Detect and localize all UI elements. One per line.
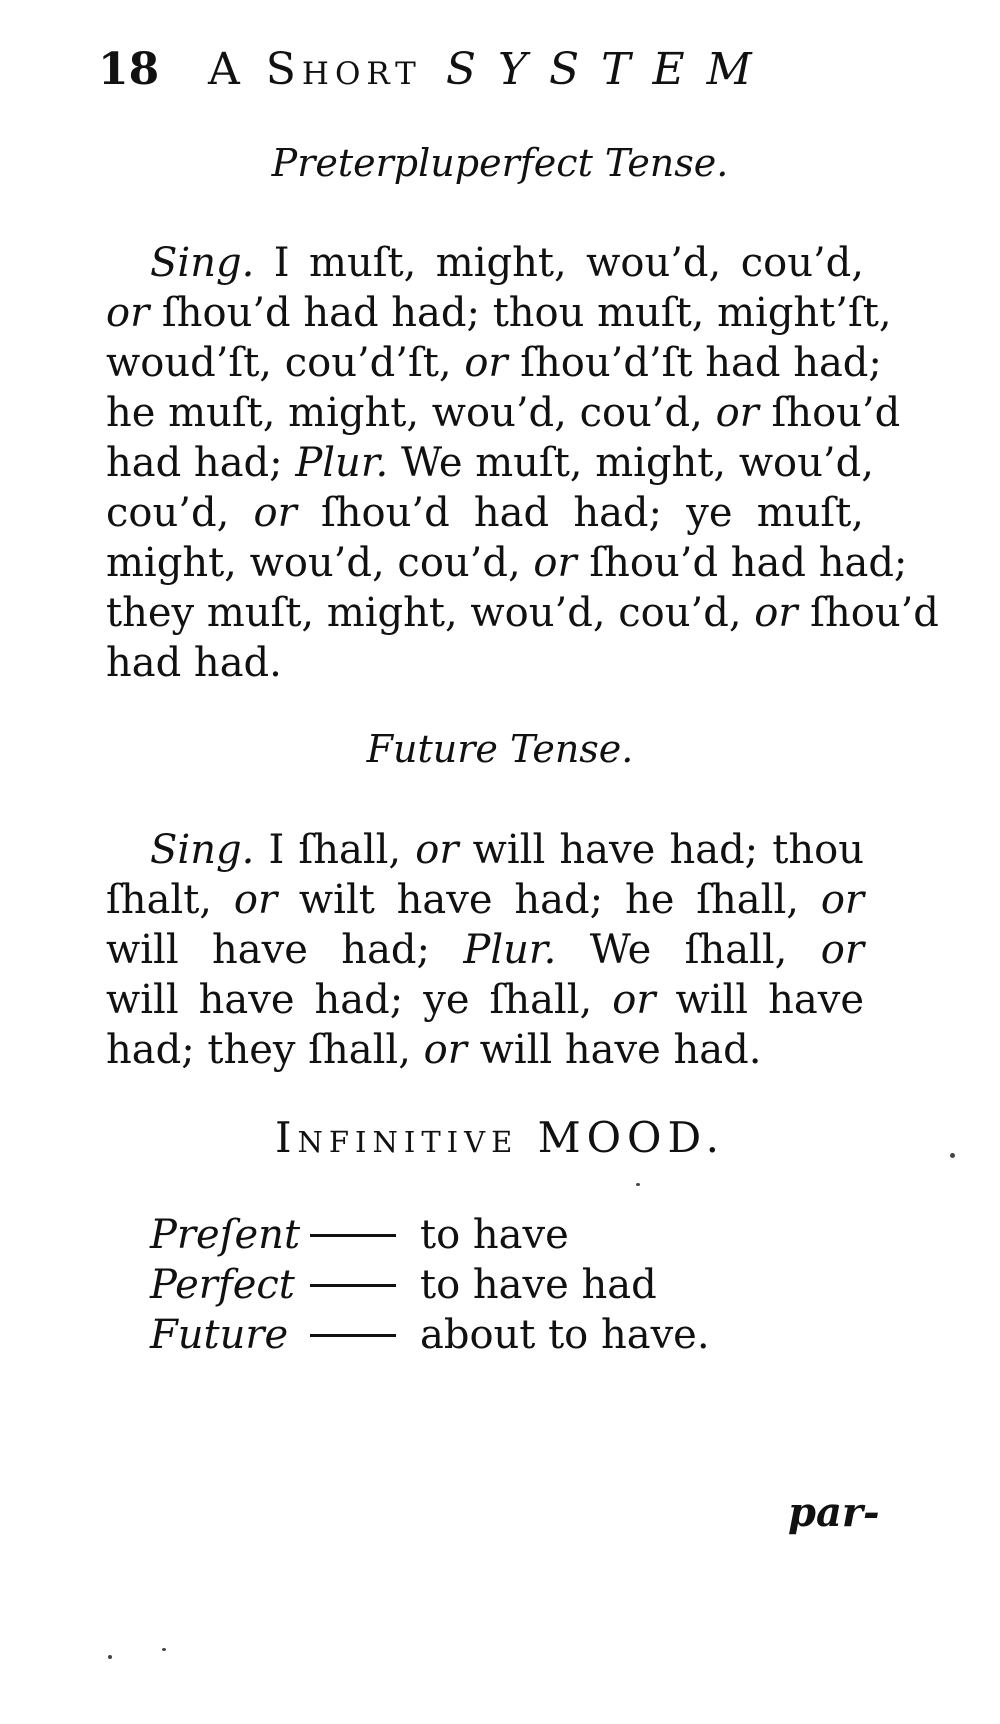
text-segment: ſhalt, <box>106 877 234 923</box>
ink-speck <box>636 1183 640 1186</box>
text-segment: ſhou’d <box>758 390 901 436</box>
running-title-part1: A Short <box>208 44 422 95</box>
text-line <box>106 925 864 975</box>
italic-segment: or <box>754 590 798 636</box>
text-segment: had had. <box>106 640 282 686</box>
ink-speck <box>162 1648 166 1651</box>
text-segment: will have had; thou <box>458 827 864 873</box>
text-segment: had; they ſhall, <box>106 1027 424 1073</box>
text-line <box>106 338 882 388</box>
italic-segment: or <box>106 290 150 336</box>
italic-segment: Plur. <box>463 927 557 973</box>
infinitive-value: to have <box>420 1212 569 1258</box>
text-segment: will have had; ye ſhall, <box>106 977 613 1023</box>
italic-segment: or <box>253 490 297 536</box>
infinitive-row <box>150 1260 710 1310</box>
infinitive-value: about to have. <box>420 1312 710 1358</box>
infinitive-label: Preſent <box>150 1212 301 1258</box>
running-head <box>98 40 878 100</box>
text-segment: they muſt, might, wou’d, cou’d, <box>106 590 755 636</box>
text-segment: ſhou’d had had; <box>576 540 908 586</box>
text-line <box>106 388 901 438</box>
section-heading-preterpluperfect: Preterpluperfect Tense. <box>271 141 729 185</box>
paragraph-preterpluperfect <box>106 238 939 688</box>
section-heading-future: Future Tense. <box>366 727 634 771</box>
text-line <box>106 538 908 588</box>
ink-speck <box>108 1655 112 1659</box>
text-segment: will have <box>655 977 864 1023</box>
text-segment: We muſt, might, wou’d, <box>388 440 874 486</box>
text-segment: We ſhall, <box>556 927 821 973</box>
text-segment: wilt have had; he ſhall, <box>277 877 821 923</box>
italic-segment: or <box>415 827 459 873</box>
text-segment: cou’d, <box>106 490 254 536</box>
infinitive-value: to have had <box>420 1262 657 1308</box>
text-segment: had had; <box>106 440 296 486</box>
text-segment: ſhou’d <box>797 590 939 636</box>
text-segment: woud’ſt, cou’d’ſt, <box>106 340 465 386</box>
infinitive-label: Perfect <box>150 1262 295 1308</box>
text-line <box>106 975 864 1025</box>
text-line <box>106 238 864 288</box>
infinitive-row <box>150 1210 710 1260</box>
text-line <box>106 1025 864 1075</box>
text-segment: ſhou’d had had; ye muſt, <box>296 490 865 536</box>
infinitive-row <box>150 1310 710 1360</box>
italic-segment: or <box>820 877 865 923</box>
dash-rule <box>310 1234 396 1237</box>
text-line <box>106 488 864 538</box>
italic-segment: Sing. <box>150 827 255 873</box>
italic-segment: or <box>820 927 864 973</box>
dash-rule <box>310 1334 396 1337</box>
text-segment: will have had. <box>466 1027 762 1073</box>
catchword: par- <box>788 1489 880 1536</box>
text-line <box>106 825 864 875</box>
text-segment: I muſt, might, wou’d, cou’d, <box>254 240 864 286</box>
text-line <box>106 438 874 488</box>
text-line <box>106 588 939 638</box>
text-segment: he muſt, might, wou’d, cou’d, <box>106 390 716 436</box>
italic-segment: or <box>612 977 656 1023</box>
text-segment: might, wou’d, cou’d, <box>106 540 534 586</box>
italic-segment: Sing. <box>150 240 255 286</box>
italic-segment: or <box>423 1027 467 1073</box>
text-segment: will have had; <box>106 927 464 973</box>
dash-rule <box>310 1284 396 1287</box>
italic-segment: or <box>533 540 577 586</box>
section-heading-infinitive: Infinitive MOOD. <box>274 1113 726 1162</box>
text-line <box>106 875 864 925</box>
text-segment: ſhou’d had had; thou muſt, might’ſt, <box>149 290 892 336</box>
italic-segment: or <box>715 390 759 436</box>
text-segment: ſhou’d’ſt had had; <box>507 340 882 386</box>
text-line <box>106 288 892 338</box>
ink-speck <box>950 1153 955 1158</box>
page-number: 18 <box>98 44 160 95</box>
running-title-part2: SYSTEM <box>445 44 774 95</box>
italic-segment: or <box>464 340 508 386</box>
italic-segment: Plur. <box>295 440 389 486</box>
text-line <box>106 638 864 688</box>
paragraph-future <box>106 825 864 1075</box>
infinitive-list <box>150 1210 710 1360</box>
infinitive-label: Future <box>150 1312 289 1358</box>
italic-segment: or <box>233 877 278 923</box>
text-segment: I ſhall, <box>254 827 416 873</box>
